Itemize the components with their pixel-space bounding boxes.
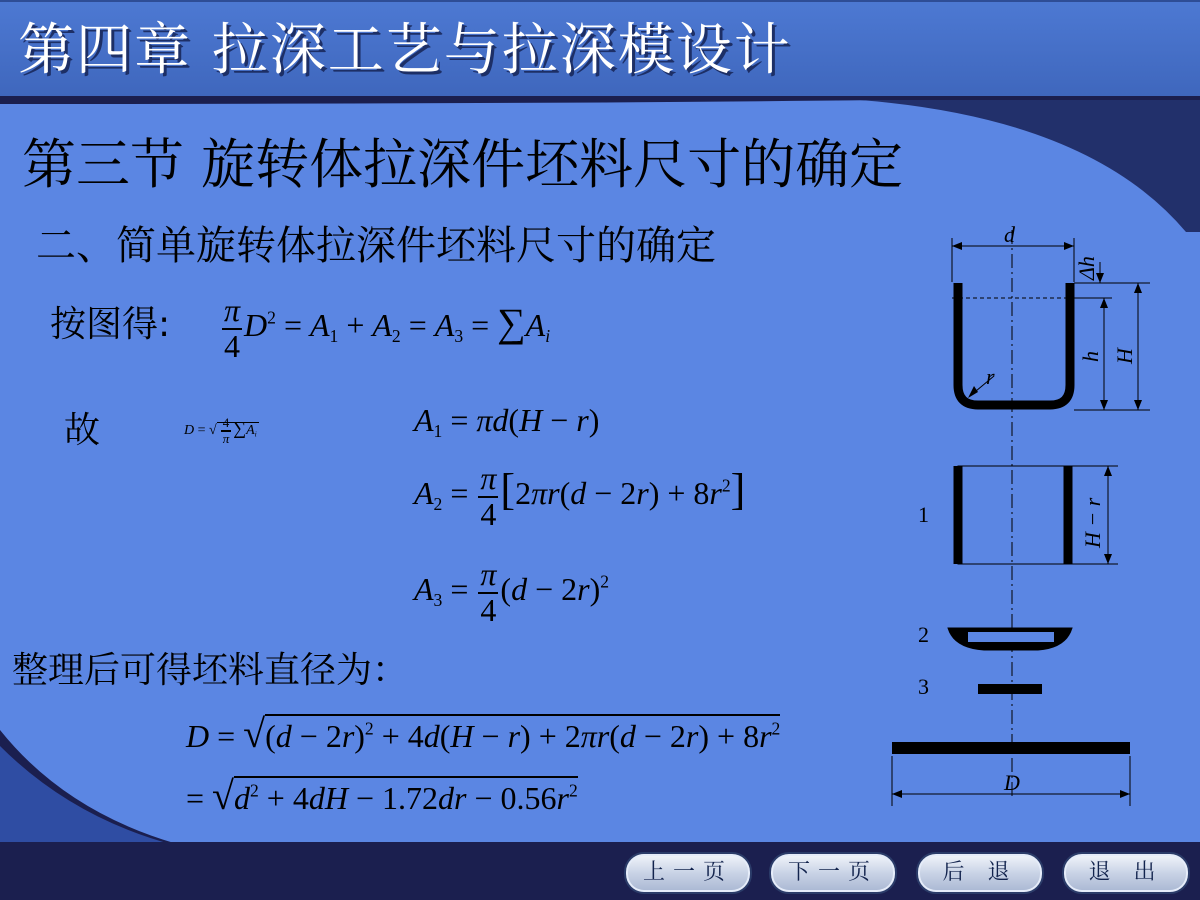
back-button[interactable]: 后 退: [916, 852, 1044, 894]
by-figure-label: 按图得:: [50, 304, 171, 345]
dim-delta-h-label: Δh: [1074, 256, 1099, 280]
small-diameter-formula: D = √ $\frac{4}{\pi}$ $\sum A_i$: [184, 415, 257, 446]
prev-page-button[interactable]: 上一页: [624, 852, 752, 894]
exit-button[interactable]: 退 出: [1062, 852, 1190, 894]
part-2-label: 2: [918, 622, 929, 647]
subsection-title: 二、简单旋转体拉深件坯料尺寸的确定: [36, 223, 716, 269]
dim-H-label: H: [1112, 348, 1137, 364]
a3-formula: $A_3$ = $\frac{\pi}{4}$ $(d - 2r)^2$: [414, 556, 610, 628]
chapter-title: 第四章 拉深工艺与拉深模设计: [18, 18, 792, 83]
dim-d-label: d: [1004, 222, 1015, 247]
diameter-formula-line2: = $√d^2 + 4dH - 1.72dr - 0.56r^2$: [186, 773, 578, 818]
next-page-button[interactable]: 下一页: [769, 852, 897, 894]
dim-H-minus-r-label: H − r: [1080, 497, 1105, 548]
dim-h-label: h: [1078, 351, 1103, 362]
a2-formula: $A_2$ = $\frac{\pi}{4}$ $[2\pi r(d - 2r) + 8r^2]$: [414, 460, 746, 532]
area-equation: $\frac{\pi}{4}$ $D^2 = A_1 + A_2 = A_3 = \sum A_i$: [224, 292, 551, 364]
a1-formula: $A_1 = \pi d(H - r)$: [414, 402, 600, 442]
part-1-label: 1: [918, 502, 929, 527]
part-3-label: 3: [918, 674, 929, 699]
deep-drawing-figure: [880, 200, 1190, 820]
result-label: 整理后可得坯料直径为：: [12, 650, 409, 691]
dim-r-label: r: [986, 364, 995, 389]
diameter-formula-line1: $D = √(d - 2r)^2 + 4d(H - r) + 2\pi r(d - 2r) + 8r^2$: [186, 711, 781, 756]
dim-D-label: D: [1004, 770, 1020, 795]
therefore-label: 故: [64, 410, 101, 451]
section-title: 第三节 旋转体拉深件坯料尺寸的确定: [22, 133, 904, 196]
